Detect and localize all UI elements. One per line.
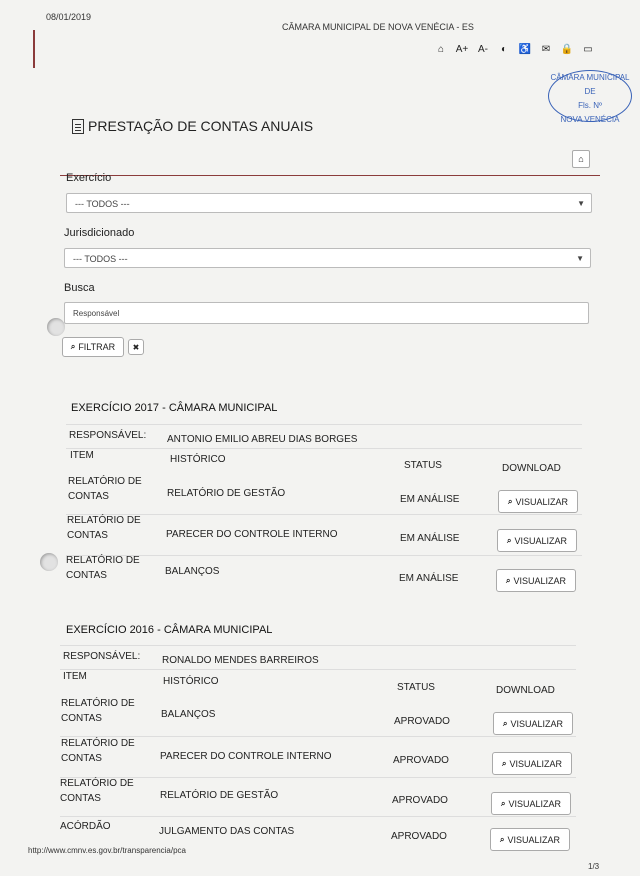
row-status: APROVADO	[392, 795, 448, 806]
section-title-2016: EXERCÍCIO 2016 - CÂMARA MUNICIPAL	[66, 624, 273, 636]
chevron-down-icon: ▼	[576, 254, 584, 263]
row-historico: RELATÓRIO DE GESTÃO	[160, 790, 279, 801]
busca-input[interactable]	[64, 302, 589, 324]
print-site-title: CÂMARA MUNICIPAL DE NOVA VENÉCIA - ES	[282, 22, 474, 32]
busca-placeholder: Responsável	[73, 309, 120, 318]
row-historico: PARECER DO CONTROLE INTERNO	[160, 751, 332, 762]
visualizar-button[interactable]: ⌕ VISUALIZAR	[496, 569, 576, 592]
stamp-middle: Fls. Nº	[578, 101, 602, 110]
row-status: APROVADO	[391, 831, 447, 842]
row-item: RELATÓRIO DE CONTAS	[61, 698, 135, 724]
search-icon: ⌕	[501, 798, 506, 808]
divider	[66, 448, 582, 449]
title-divider	[60, 175, 600, 176]
section-title-2017: EXERCÍCIO 2017 - CÂMARA MUNICIPAL	[71, 402, 278, 414]
col-header-download: DOWNLOAD	[496, 685, 555, 696]
jurisdicionado-label: Jurisdicionado	[64, 227, 135, 239]
col-header-status: STATUS	[404, 460, 442, 471]
visualizar-button[interactable]: ⌕ VISUALIZAR	[492, 752, 572, 775]
lock-icon[interactable]: 🔒	[560, 44, 574, 55]
row-status: EM ANÁLISE	[399, 573, 459, 584]
row-historico: JULGAMENTO DAS CONTAS	[159, 826, 295, 837]
row-status: APROVADO	[394, 716, 450, 727]
search-icon: ⌕	[500, 834, 505, 844]
print-footer-url: http://www.cmnv.es.gov.br/transparencia/pca	[28, 846, 186, 855]
visualizar-button[interactable]: ⌕ VISUALIZAR	[493, 712, 573, 735]
page-title	[72, 118, 313, 134]
divider	[66, 514, 582, 515]
col-header-item: ITEM	[63, 671, 87, 682]
accessibility-icon[interactable]: ♿	[518, 44, 532, 55]
row-item: RELATÓRIO DE CONTAS	[68, 476, 142, 502]
page-title-text: PRESTAÇÃO DE CONTAS ANUAIS	[88, 118, 314, 134]
exercicio-select-value: --- TODOS ---	[75, 199, 130, 209]
visualizar-button[interactable]: ⌕ VISUALIZAR	[498, 490, 578, 513]
row-status: EM ANÁLISE	[400, 533, 460, 544]
responsavel-name: RONALDO MENDES BARREIROS	[162, 655, 319, 666]
busca-label: Busca	[64, 282, 95, 294]
divider	[60, 777, 576, 778]
col-header-historico: HISTÓRICO	[163, 676, 219, 687]
computer-icon[interactable]: ▭	[583, 44, 593, 55]
divider	[66, 424, 582, 425]
chevron-down-icon: ▼	[577, 199, 585, 208]
search-icon: ⌕	[502, 758, 507, 768]
responsavel-label: RESPONSÁVEL:	[69, 430, 147, 441]
row-item: RELATÓRIO DE CONTAS	[66, 555, 140, 581]
row-status: EM ANÁLISE	[400, 494, 460, 505]
divider	[60, 816, 576, 817]
margin-mark	[33, 30, 35, 68]
stamp-top: CÂMARA MUNICIPAL DE	[550, 73, 630, 96]
col-header-historico: HISTÓRICO	[170, 454, 226, 465]
home-button[interactable]: ⌂	[572, 150, 590, 168]
row-item: RELATÓRIO DE CONTAS	[60, 778, 134, 804]
contrast-icon[interactable]: ◐	[500, 44, 508, 55]
font-decrease-icon[interactable]: A-	[478, 44, 488, 55]
search-icon: ⌕	[507, 535, 512, 545]
close-icon: ✖	[132, 342, 140, 352]
row-item: RELATÓRIO DE CONTAS	[61, 738, 135, 764]
punch-hole	[47, 318, 65, 336]
responsavel-label: RESPONSÁVEL:	[63, 651, 141, 662]
col-header-status: STATUS	[397, 682, 435, 693]
document-icon	[72, 119, 84, 134]
jurisdicionado-select-value: --- TODOS ---	[73, 254, 128, 264]
search-icon: ⌕	[503, 718, 508, 728]
font-increase-icon[interactable]: A+	[455, 44, 469, 55]
divider	[66, 555, 582, 556]
print-date: 08/01/2019	[46, 12, 92, 22]
exercicio-label: Exercício	[66, 172, 112, 184]
col-header-item: ITEM	[70, 450, 94, 461]
search-icon: ⌕	[70, 342, 76, 351]
visualizar-button[interactable]: ⌕ VISUALIZAR	[490, 828, 570, 851]
jurisdicionado-select[interactable]	[64, 248, 591, 268]
protocol-stamp	[548, 70, 632, 122]
filter-button[interactable]	[62, 337, 124, 357]
row-item: ACÓRDÃO	[60, 821, 111, 832]
row-status: APROVADO	[393, 755, 449, 766]
visualizar-button[interactable]: ⌕ VISUALIZAR	[497, 529, 577, 552]
home-icon[interactable]: ⌂	[437, 44, 445, 55]
divider	[60, 669, 576, 670]
divider	[60, 736, 576, 737]
search-icon: ⌕	[508, 496, 513, 506]
search-icon: ⌕	[506, 575, 511, 585]
visualizar-button[interactable]: ⌕ VISUALIZAR	[491, 792, 571, 815]
clear-filter-button[interactable]	[128, 339, 144, 355]
punch-hole	[40, 553, 58, 571]
stamp-bottom: NOVA VENÉCIA	[560, 115, 620, 124]
col-header-download: DOWNLOAD	[502, 463, 561, 474]
row-historico: RELATÓRIO DE GESTÃO	[167, 488, 286, 499]
row-historico: BALANÇOS	[165, 566, 220, 577]
responsavel-name: ANTONIO EMILIO ABREU DIAS BORGES	[167, 434, 358, 445]
accessibility-toolbar	[434, 44, 595, 55]
filter-button-label: FILTRAR	[78, 342, 116, 352]
print-footer-page: 1/3	[588, 862, 600, 871]
email-icon[interactable]: ✉	[541, 44, 551, 55]
divider	[60, 645, 576, 646]
row-historico: BALANÇOS	[161, 709, 216, 720]
row-historico: PARECER DO CONTROLE INTERNO	[166, 529, 338, 540]
row-item: RELATÓRIO DE CONTAS	[67, 515, 141, 541]
exercicio-select[interactable]	[66, 193, 592, 213]
